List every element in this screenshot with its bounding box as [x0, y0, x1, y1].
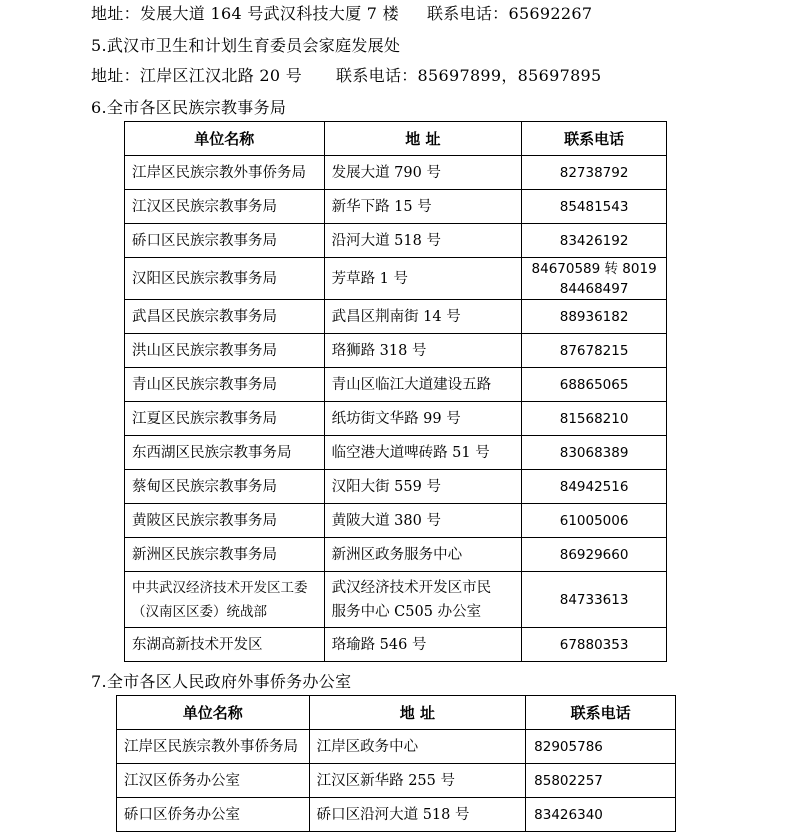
col-header-address: 地 址	[309, 696, 526, 730]
unit-name: 江汉区侨务办公室	[117, 764, 310, 798]
unit-name: 黄陂区民族宗教事务局	[125, 504, 325, 538]
table-row	[117, 798, 676, 832]
district-ethnic-religious-table	[124, 121, 667, 662]
unit-phone	[522, 258, 667, 300]
unit-address: 武昌区荆南街 14 号	[324, 300, 522, 334]
col-header-unit: 单位名称	[125, 122, 325, 156]
col-header-unit: 单位名称	[117, 696, 310, 730]
unit-address: 新洲区政务服务中心	[324, 538, 522, 572]
unit-name: 江汉区民族宗教事务局	[125, 190, 325, 224]
unit-phone: 84733613	[522, 572, 667, 628]
table-row	[125, 572, 667, 628]
unit-phone: 67880353	[522, 628, 667, 662]
table-row	[125, 368, 667, 402]
col-header-phone: 联系电话	[526, 696, 676, 730]
table-row	[125, 224, 667, 258]
unit-name: 武昌区民族宗教事务局	[125, 300, 325, 334]
unit-name: 东湖高新技术开发区	[125, 628, 325, 662]
unit-address: 发展大道 790 号	[324, 156, 522, 190]
unit-phone: 81568210	[522, 402, 667, 436]
unit-phone: 68865065	[522, 368, 667, 402]
unit-address: 珞瑜路 546 号	[324, 628, 522, 662]
table-row	[117, 764, 676, 798]
section5-contact-line	[91, 66, 602, 86]
unit-address: 硚口区沿河大道 518 号	[309, 798, 526, 832]
table-row	[125, 156, 667, 190]
unit-name: 硚口区民族宗教事务局	[125, 224, 325, 258]
section5-phone: 联系电话：85697899，85697895	[336, 66, 602, 85]
unit-address: 黄陂大道 380 号	[324, 504, 522, 538]
unit-address: 江岸区政务中心	[309, 730, 526, 764]
section5-address: 地址：江岸区江汉北路 20 号	[91, 66, 303, 85]
unit-phone: 87678215	[522, 334, 667, 368]
unit-name: 东西湖区民族宗教事务局	[125, 436, 325, 470]
unit-address-line1: 武汉经济技术开发区市民	[331, 579, 492, 596]
unit-address: 纸坊街文华路 99 号	[324, 402, 522, 436]
unit-name: 江夏区民族宗教事务局	[125, 402, 325, 436]
unit-phone: 83426340	[526, 798, 676, 832]
unit-phone: 88936182	[522, 300, 667, 334]
unit-name: 新洲区民族宗教事务局	[125, 538, 325, 572]
unit-address: 临空港大道啤砖路 51 号	[324, 436, 522, 470]
unit-name-line2: （汉南区区委）统战部	[132, 603, 267, 620]
unit-name: 硚口区侨务办公室	[117, 798, 310, 832]
col-header-address: 地 址	[324, 122, 522, 156]
unit-phone: 85481543	[522, 190, 667, 224]
table-row	[117, 730, 676, 764]
section5-title: 5.武汉市卫生和计划生育委员会家庭发展处	[91, 36, 401, 55]
unit-phone: 85802257	[526, 764, 676, 798]
unit-name-line1: 中共武汉经济技术开发区工委	[132, 579, 308, 596]
unit-phone: 61005006	[522, 504, 667, 538]
unit-phone: 86929660	[522, 538, 667, 572]
top-address: 地址：发展大道 164 号武汉科技大厦 7 楼	[91, 4, 399, 23]
table-row	[125, 470, 667, 504]
table-row	[125, 504, 667, 538]
unit-phone-line2: 84468497	[559, 280, 629, 297]
unit-name: 江岸区民族宗教外事侨务局	[125, 156, 325, 190]
col-header-phone: 联系电话	[522, 122, 667, 156]
unit-address: 芳草路 1 号	[324, 258, 522, 300]
unit-phone: 84942516	[522, 470, 667, 504]
unit-address: 汉阳大街 559 号	[324, 470, 522, 504]
unit-phone: 82738792	[522, 156, 667, 190]
district-foreign-affairs-table	[116, 695, 676, 832]
section7-title: 7.全市各区人民政府外事侨务办公室	[91, 672, 352, 691]
unit-name: 洪山区民族宗教事务局	[125, 334, 325, 368]
unit-name: 汉阳区民族宗教事务局	[125, 258, 325, 300]
table-row	[125, 334, 667, 368]
unit-phone: 83068389	[522, 436, 667, 470]
unit-name	[125, 572, 325, 628]
unit-address: 沿河大道 518 号	[324, 224, 522, 258]
unit-address: 青山区临江大道建设五路	[324, 368, 522, 402]
table-row	[125, 436, 667, 470]
unit-address: 新华下路 15 号	[324, 190, 522, 224]
unit-address: 珞狮路 318 号	[324, 334, 522, 368]
top-contact-line	[91, 4, 592, 24]
unit-phone: 83426192	[522, 224, 667, 258]
table-row	[125, 628, 667, 662]
section6-title: 6.全市各区民族宗教事务局	[91, 98, 287, 117]
table-row	[125, 258, 667, 300]
unit-phone-line1: 84670589 转 8019	[531, 260, 657, 277]
table-row	[125, 538, 667, 572]
table-row	[125, 300, 667, 334]
unit-name: 蔡甸区民族宗教事务局	[125, 470, 325, 504]
unit-name: 江岸区民族宗教外事侨务局	[117, 730, 310, 764]
table-row	[125, 402, 667, 436]
unit-address-line2: 服务中心 C505 办公室	[331, 603, 482, 620]
table-row	[125, 190, 667, 224]
unit-address: 江汉区新华路 255 号	[309, 764, 526, 798]
unit-name: 青山区民族宗教事务局	[125, 368, 325, 402]
unit-address	[324, 572, 522, 628]
unit-phone: 82905786	[526, 730, 676, 764]
top-phone: 联系电话：65692267	[426, 4, 593, 23]
